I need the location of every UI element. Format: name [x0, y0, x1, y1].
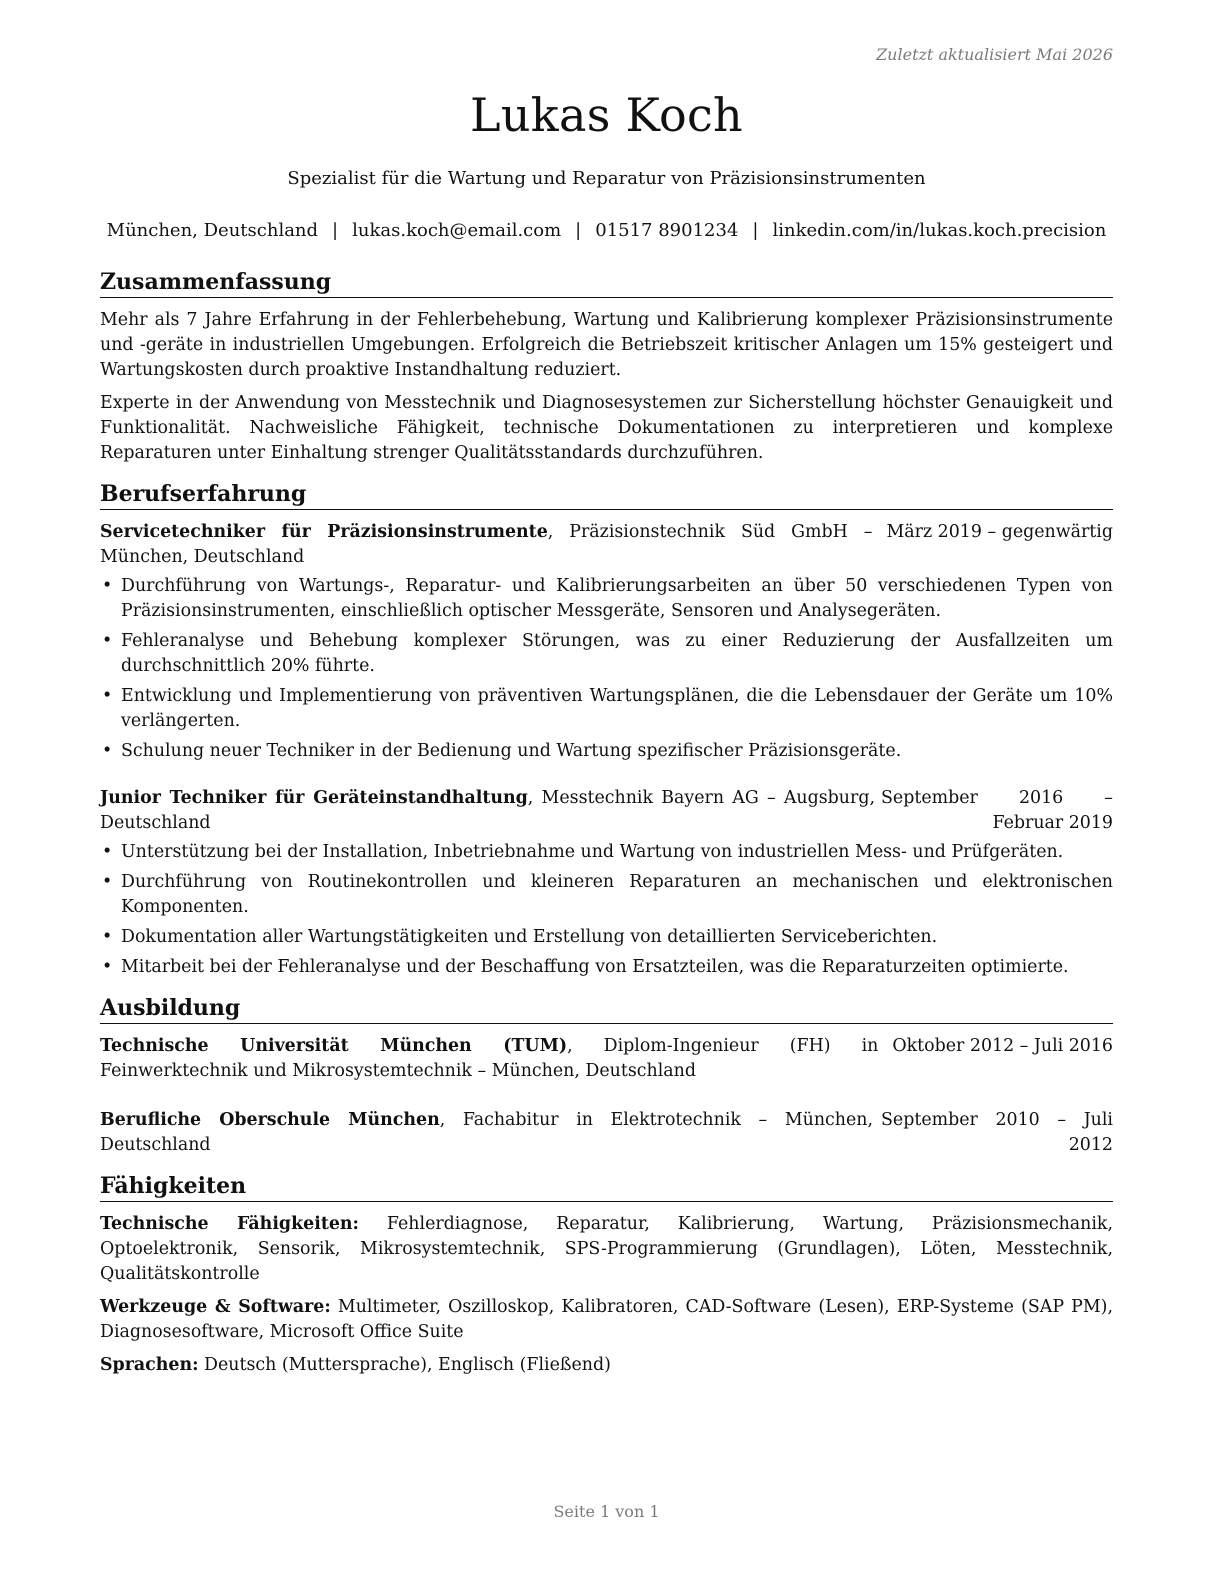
summary-section	[100, 268, 1113, 466]
job-bullets	[100, 840, 1113, 980]
last-updated-note: Zuletzt aktualisiert Mai 2026	[876, 45, 1113, 64]
skill-line	[100, 1212, 1113, 1287]
skill-value: Deutsch (Muttersprache), Englisch (Fließend)	[198, 1355, 611, 1375]
job-bullet: • Durchführung von Wartungs-, Reparatur- und Kalibrierungsarbeiten an über 50 verschiedenen Typen von Präzisionsinstrumenten, einschließlich optischer Messgeräte, Sensoren und Analysegeräten.	[100, 574, 1113, 624]
education-degree: , Fachabitur in Elektrotechnik – München, Deutschland	[100, 1110, 873, 1155]
job-title-line	[100, 786, 875, 836]
job-bullet: • Schulung neuer Techniker in der Bedienung und Wartung spezifischer Präzisionsgeräte.	[100, 739, 1113, 764]
job-entry	[100, 786, 1113, 980]
skill-value: Fehlerdiagnose, Reparatur, Kalibrierung, Wartung, Präzisionsmechanik, Optoelektronik, Sensorik, Mikrosystemtechnik, SPS-Programmierung (Grundlagen), Löten, Messtechnik, Qualitätskontrolle	[100, 1214, 1113, 1284]
job-dates: März 2019 – gegenwärtig	[886, 522, 1113, 542]
resume-body	[100, 268, 1113, 1392]
skill-value: Multimeter, Oszilloskop, Kalibratoren, CAD-Software (Lesen), ERP-Systeme (SAP PM), Diagnosesoftware, Microsoft Office Suite	[100, 1297, 1113, 1342]
education-header	[100, 1108, 1113, 1158]
job-entry	[100, 520, 1113, 764]
education-dates: Oktober 2012 – Juli 2016	[892, 1036, 1113, 1056]
section-heading-summary: Zusammenfassung	[100, 268, 1113, 298]
contact-separator: |	[575, 220, 582, 241]
job-bullet: • Mitarbeit bei der Fehleranalyse und der Beschaffung von Ersatzteilen, was die Reparaturzeiten optimierte.	[100, 955, 1113, 980]
education-title-line	[100, 1108, 873, 1158]
job-title: Junior Techniker für Geräteinstandhaltung	[100, 788, 528, 808]
job-header	[100, 786, 1113, 836]
contact-location: München, Deutschland	[106, 220, 319, 241]
skill-label: Technische Fähigkeiten:	[100, 1214, 359, 1234]
job-bullet: • Dokumentation aller Wartungstätigkeiten und Erstellung von detaillierten Serviceberichten.	[100, 925, 1113, 950]
job-bullet: • Fehleranalyse und Behebung komplexer Störungen, was zu einer Reduzierung der Ausfallzeiten um durchschnittlich 20% führte.	[100, 629, 1113, 679]
section-heading-education: Ausbildung	[100, 994, 1113, 1024]
skills-section	[100, 1172, 1113, 1378]
section-heading-experience: Berufserfahrung	[100, 480, 1113, 510]
education-institution: Technische Universität München (TUM)	[100, 1036, 568, 1056]
experience-section	[100, 480, 1113, 980]
job-bullet: • Entwicklung und Implementierung von präventiven Wartungsplänen, die die Lebensdauer der Geräte um 10% verlängerten.	[100, 684, 1113, 734]
contact-line	[100, 220, 1113, 241]
contact-email[interactable]: lukas.koch@email.com	[352, 220, 562, 241]
section-heading-skills: Fähigkeiten	[100, 1172, 1113, 1202]
skill-line	[100, 1295, 1113, 1345]
job-title: Servicetechniker für Präzisionsinstrumente	[100, 522, 548, 542]
skill-line	[100, 1353, 1113, 1378]
education-entry	[100, 1108, 1113, 1158]
job-title-line	[100, 520, 873, 570]
education-institution: Berufliche Oberschule München	[100, 1110, 440, 1130]
page-number: Seite 1 von 1	[553, 1502, 660, 1521]
education-section	[100, 994, 1113, 1158]
summary-paragraph: Experte in der Anwendung von Messtechnik und Diagnosesystemen zur Sicherstellung höchster Genauigkeit und Funktionalität. Nachweisliche Fähigkeit, technische Dokumentationen zu interpretieren und komplexe Reparaturen unter Einhaltung strenger Qualitätsstandards durchzuführen.	[100, 393, 1113, 463]
education-dates: September 2010 – Juli 2012	[881, 1110, 1113, 1155]
education-entry	[100, 1034, 1113, 1084]
job-company: , Präzisionstechnik Süd GmbH – München, Deutschland	[100, 522, 873, 567]
skill-label: Werkzeuge & Software:	[100, 1297, 331, 1317]
contact-separator: |	[332, 220, 339, 241]
skill-label: Sprachen:	[100, 1355, 199, 1375]
contact-linkedin[interactable]: linkedin.com/in/lukas.koch.precision	[772, 220, 1107, 241]
job-header	[100, 520, 1113, 570]
job-company: , Messtechnik Bayern AG – Augsburg, Deutschland	[100, 788, 875, 833]
resume-page	[100, 0, 1113, 1584]
education-title-line	[100, 1034, 878, 1084]
contact-phone: 01517 8901234	[595, 220, 739, 241]
education-header	[100, 1034, 1113, 1084]
job-bullet: • Unterstützung bei der Installation, Inbetriebnahme und Wartung von industriellen Mess- und Prüfgeräten.	[100, 840, 1113, 865]
education-degree: , Diplom-Ingenieur (FH) in Feinwerktechnik und Mikrosystemtechnik – München, Deutschland	[100, 1036, 879, 1081]
job-bullets	[100, 574, 1113, 764]
candidate-name: Lukas Koch	[470, 88, 743, 142]
summary-paragraph: Mehr als 7 Jahre Erfahrung in der Fehlerbehebung, Wartung und Kalibrierung komplexer Präzisionsinstrumente und -geräte in industriellen Umgebungen. Erfolgreich die Betriebszeit kritischer Anlagen um 15% gesteigert und Wartungskosten durch proaktive Instandhaltung reduziert.	[100, 310, 1113, 380]
contact-separator: |	[752, 220, 759, 241]
job-bullet: • Durchführung von Routinekontrollen und kleineren Reparaturen an mechanischen und elektronischen Komponenten.	[100, 870, 1113, 920]
job-dates: September 2016 – Februar 2019	[881, 788, 1113, 833]
candidate-subtitle: Spezialist für die Wartung und Reparatur von Präzisionsinstrumenten	[287, 168, 926, 189]
